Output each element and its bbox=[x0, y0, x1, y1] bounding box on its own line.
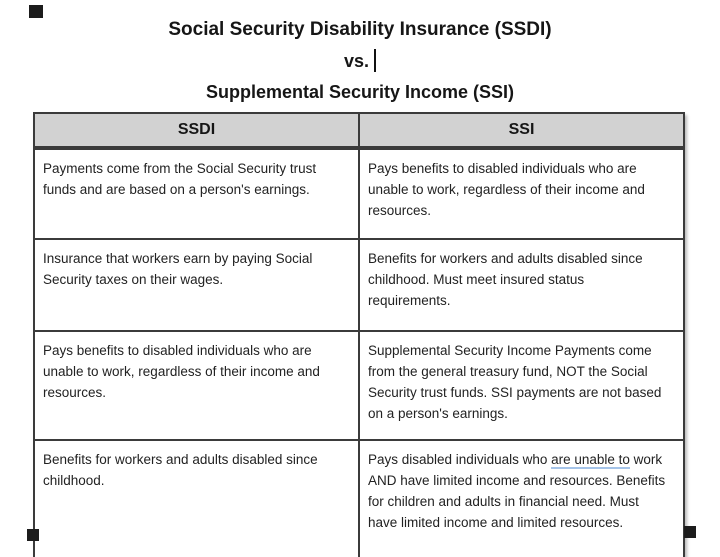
cell-text: Pays disabled individuals who bbox=[368, 452, 552, 467]
header-cell-ssdi: SSDI bbox=[34, 113, 359, 148]
selection-handle-top-left[interactable] bbox=[29, 5, 43, 18]
vs-text: vs. bbox=[343, 51, 370, 71]
cell-ssi-row4 bbox=[359, 440, 684, 557]
header-cell-ssi: SSI bbox=[359, 113, 684, 148]
table-row bbox=[34, 331, 684, 440]
document-title-line-1[interactable]: Social Security Disability Insurance (SSDI) bbox=[168, 19, 552, 40]
table-row bbox=[34, 148, 684, 239]
cell-ssi-row2: Benefits for workers and adults disabled since childhood. Must meet insured status requirements. bbox=[359, 239, 684, 331]
cell-ssdi-row4: Benefits for workers and adults disabled since childhood. bbox=[34, 440, 359, 557]
cell-ssi-row1: Pays benefits to disabled individuals who are unable to work, regardless of their income and resources. bbox=[359, 148, 684, 239]
text-cursor bbox=[374, 49, 376, 72]
table-row bbox=[34, 440, 684, 557]
cell-ssdi-row1: Payments come from the Social Security trust funds and are based on a person's earnings. bbox=[34, 148, 359, 239]
table-header-row bbox=[34, 113, 684, 148]
cell-ssdi-row2: Insurance that workers earn by paying Social Security taxes on their wages. bbox=[34, 239, 359, 331]
selection-handle-bottom-right[interactable] bbox=[684, 526, 696, 538]
underlined-phrase: are unable to bbox=[551, 452, 630, 467]
comparison-table[interactable] bbox=[33, 112, 685, 557]
cell-ssdi-row3: Pays benefits to disabled individuals who are unable to work, regardless of their income and resources. bbox=[34, 331, 359, 440]
cell-text: work AND have limited income and resources. Benefits for children and adults in financial need. Must have limited income and limited resources. bbox=[368, 452, 666, 530]
cell-ssi-row3: Supplemental Security Income Payments come from the general treasury fund, NOT the Social Security trust funds. SSI payments are not based on a person's earnings. bbox=[359, 331, 684, 440]
document-title-line-2[interactable] bbox=[0, 49, 720, 73]
document-title-line-3[interactable]: Supplemental Security Income (SSI) bbox=[205, 82, 515, 102]
table-row bbox=[34, 239, 684, 331]
selection-handle-bottom-left[interactable] bbox=[27, 529, 39, 541]
